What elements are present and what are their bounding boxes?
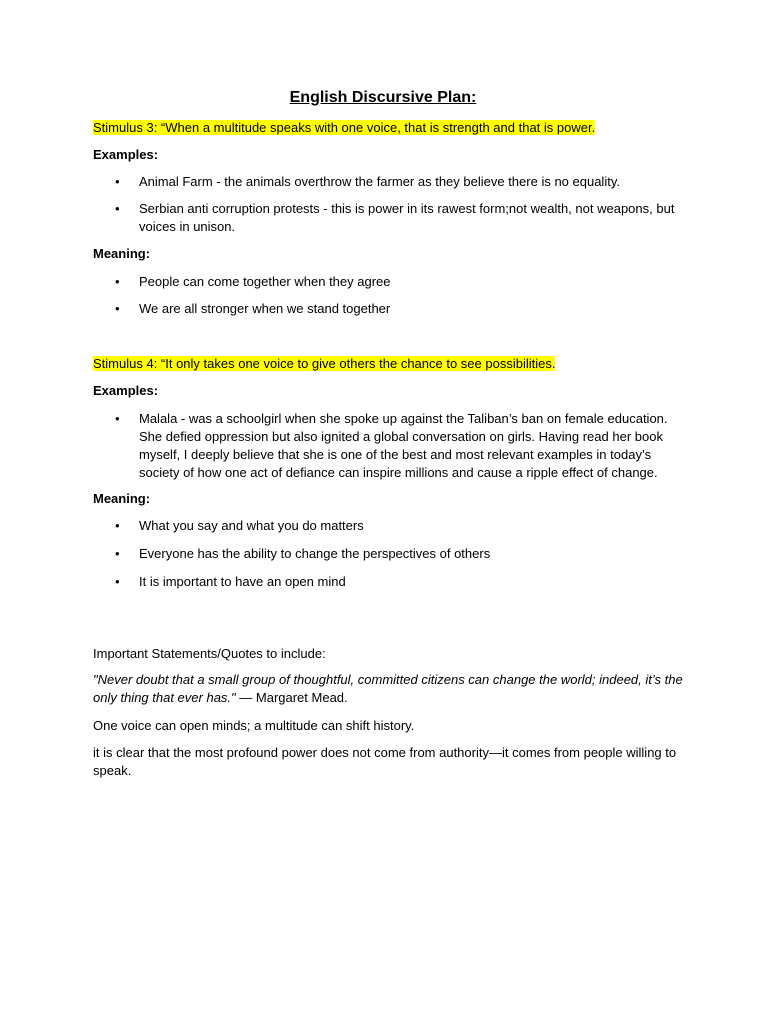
list-item-text: Malala - was a schoolgirl when she spoke up against the Taliban’s ban on female education. She defied oppression but also ignited a global conversation on girls. Having read her book myself, I deeply believe that she is one of the best and most relevant examples in today’s society of how one act of defiance can inspire millions and cause a ripple effect of change.	[139, 411, 668, 480]
stimulus-4-heading-text: Stimulus 4: “It only takes one voice to give others the chance to see possibilities.	[93, 356, 556, 371]
list-item-text: It is important to have an open mind	[139, 574, 346, 589]
bullet-icon: •	[115, 574, 120, 589]
bullet-icon: •	[115, 411, 120, 426]
stimulus-3-meaning-label: Meaning:	[93, 246, 151, 261]
bullet-icon: •	[115, 301, 120, 316]
bullet-icon: •	[115, 546, 120, 561]
stimulus-3-examples-label: Examples:	[93, 147, 159, 162]
bullet-icon: •	[115, 201, 120, 216]
list-item	[93, 573, 683, 591]
list-item	[93, 200, 683, 236]
statement-1: One voice can open minds; a multitude can shift history.	[93, 718, 415, 733]
stimulus-4-meaning-list	[93, 517, 683, 591]
list-item-text: People can come together when they agree	[139, 274, 391, 289]
list-item-text: We are all stronger when we stand together	[139, 301, 391, 316]
bullet-icon: •	[115, 518, 120, 533]
list-item	[93, 410, 683, 482]
stimulus-4-examples-label: Examples:	[93, 383, 159, 398]
list-item-text: Serbian anti corruption protests - this is power in its rawest form;not wealth, not weapons, but voices in unison.	[139, 201, 675, 234]
stimulus-4-meaning-label: Meaning:	[93, 491, 151, 506]
bullet-icon: •	[115, 274, 120, 289]
list-item	[93, 517, 683, 535]
document-title: English Discursive Plan:	[289, 89, 477, 106]
stimulus-3-examples-list	[93, 173, 683, 236]
bullet-icon: •	[115, 174, 120, 189]
mead-quote-paragraph	[93, 671, 683, 707]
mead-quote-attribution: — Margaret Mead.	[235, 690, 348, 705]
list-item-text: Animal Farm - the animals overthrow the farmer as they believe there is no equality.	[139, 174, 620, 189]
stimulus-3-heading	[93, 119, 683, 137]
stimulus-3-meaning-list	[93, 273, 683, 318]
list-item	[93, 173, 683, 191]
stimulus-3-heading-text: Stimulus 3: “When a multitude speaks with one voice, that is strength and that is power.	[93, 120, 596, 135]
list-item	[93, 300, 683, 318]
list-item	[93, 545, 683, 563]
list-item-text: Everyone has the ability to change the perspectives of others	[139, 546, 491, 561]
stimulus-4-heading	[93, 355, 683, 373]
mead-quote-text: "Never doubt that a small group of thoughtful, committed citizens can change the world; indeed, it’s the only thing that ever has."	[93, 672, 683, 705]
stimulus-4-examples-list	[93, 410, 683, 482]
list-item-text: What you say and what you do matters	[139, 518, 364, 533]
list-item	[93, 273, 683, 291]
statement-2: it is clear that the most profound power does not come from authority—it comes from people willing to speak.	[93, 745, 677, 778]
quotes-heading: Important Statements/Quotes to include:	[93, 646, 326, 661]
